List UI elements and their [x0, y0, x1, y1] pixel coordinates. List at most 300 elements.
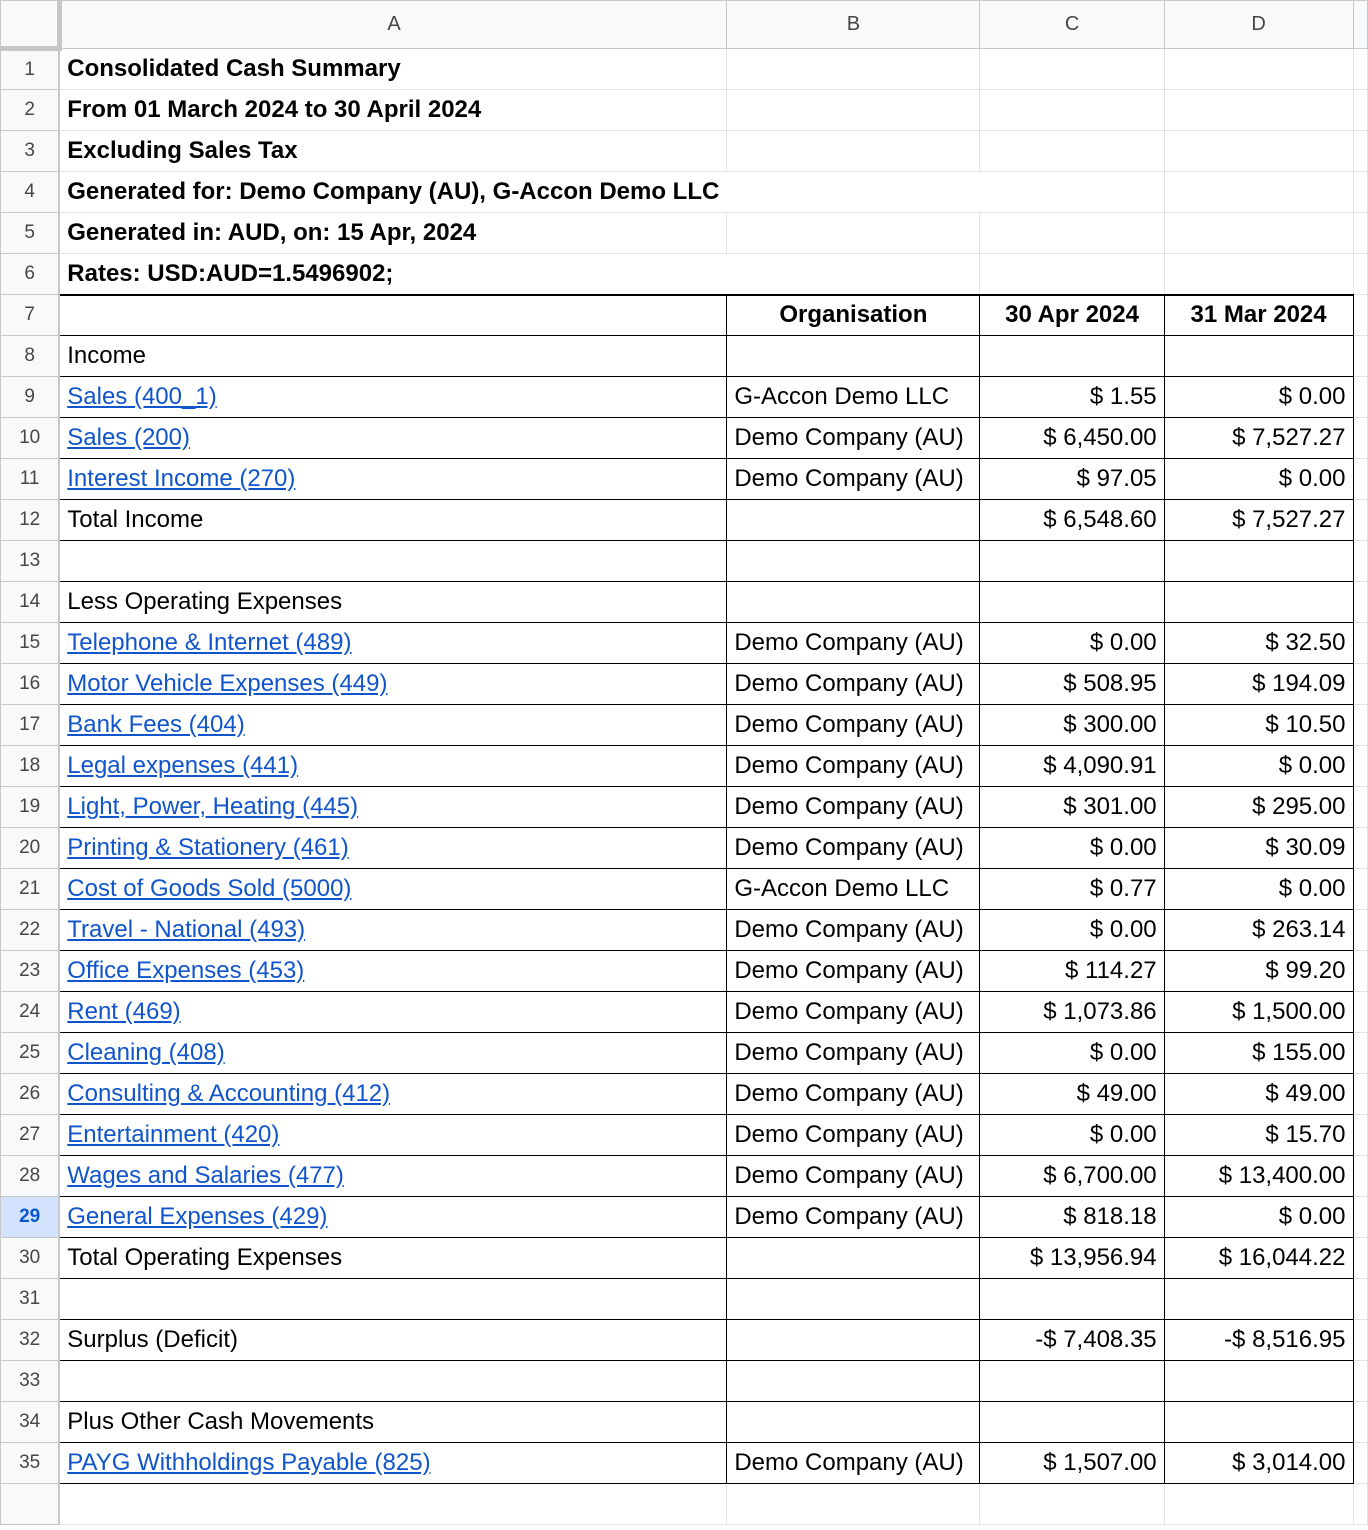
- cell-a[interactable]: [59, 1361, 727, 1402]
- cell-b-text: Demo Company (AU): [734, 957, 964, 984]
- cell-a-text[interactable]: PAYG Withholdings Payable (825): [67, 1449, 431, 1476]
- row-header[interactable]: 28: [1, 1156, 60, 1197]
- cell-a-text[interactable]: Cost of Goods Sold (5000): [67, 875, 352, 902]
- cell-c[interactable]: [980, 254, 1164, 295]
- cell-b[interactable]: [727, 1484, 980, 1525]
- cell-a[interactable]: [59, 336, 727, 377]
- cell-a-text[interactable]: Legal expenses (441): [67, 752, 299, 779]
- sheet-row: [1, 1115, 1368, 1156]
- select-all-corner[interactable]: [1, 1, 60, 49]
- sheet-row: [1, 869, 1368, 910]
- cell-e[interactable]: [1353, 1074, 1368, 1115]
- sheet-row: [1, 541, 1368, 582]
- row-header[interactable]: 1: [1, 49, 60, 90]
- cell-c[interactable]: [980, 336, 1164, 377]
- cell-b[interactable]: [727, 910, 980, 951]
- cell-a[interactable]: [59, 664, 727, 705]
- cell-a-text[interactable]: Cleaning (408): [67, 1039, 225, 1066]
- cell-b[interactable]: [727, 418, 980, 459]
- cell-d[interactable]: [1164, 1484, 1353, 1525]
- cell-b-text: Demo Company (AU): [734, 670, 964, 697]
- cell-c[interactable]: [980, 1320, 1164, 1361]
- cell-b[interactable]: [727, 1320, 980, 1361]
- sheet-row: [1, 623, 1368, 664]
- cell-e[interactable]: [1353, 623, 1368, 664]
- cell-d[interactable]: [1164, 295, 1353, 336]
- cell-c[interactable]: [980, 1279, 1164, 1320]
- column-header-e[interactable]: [1353, 1, 1368, 49]
- sheet-row: [1, 582, 1368, 623]
- cell-a[interactable]: [59, 131, 727, 172]
- sheet-row: [1, 459, 1368, 500]
- cell-d[interactable]: [1164, 49, 1353, 90]
- cell-e[interactable]: [1353, 705, 1368, 746]
- cell-d[interactable]: [1164, 623, 1353, 664]
- cell-b[interactable]: [727, 131, 980, 172]
- cell-a-text[interactable]: Motor Vehicle Expenses (449): [67, 670, 388, 697]
- cell-e[interactable]: [1353, 49, 1368, 90]
- cell-e[interactable]: [1353, 131, 1368, 172]
- cell-a[interactable]: [59, 1156, 727, 1197]
- cell-a[interactable]: [59, 541, 727, 582]
- cell-b[interactable]: [727, 459, 980, 500]
- row-header[interactable]: 33: [1, 1361, 60, 1402]
- cell-c-text: $ 6,700.00: [1043, 1162, 1157, 1189]
- cell-c[interactable]: [980, 172, 1164, 213]
- sheet-row: [1, 1238, 1368, 1279]
- cell-d[interactable]: [1164, 131, 1353, 172]
- cell-e[interactable]: [1353, 992, 1368, 1033]
- cell-b-text: G-Accon Demo LLC: [734, 383, 950, 410]
- cell-e[interactable]: [1353, 951, 1368, 992]
- sheet-row: [1, 1033, 1368, 1074]
- cell-a-text[interactable]: Entertainment (420): [67, 1121, 280, 1148]
- cell-c-text: $ 13,956.94: [1029, 1244, 1157, 1271]
- cell-c[interactable]: [980, 582, 1164, 623]
- cell-a-text[interactable]: Consulting & Accounting (412): [67, 1080, 391, 1107]
- cell-a-text: Less Operating Expenses: [67, 588, 343, 615]
- cell-d[interactable]: [1164, 787, 1353, 828]
- cell-d-text: $ 0.00: [1278, 752, 1346, 779]
- cell-c[interactable]: [980, 377, 1164, 418]
- cell-b[interactable]: [727, 1279, 980, 1320]
- sheet-row: [1, 1074, 1368, 1115]
- cell-b[interactable]: [727, 1074, 980, 1115]
- cell-b[interactable]: [727, 623, 980, 664]
- cell-b[interactable]: [727, 1156, 980, 1197]
- cell-c-text: $ 1,073.86: [1043, 998, 1157, 1025]
- cell-b[interactable]: [727, 1238, 980, 1279]
- cell-d-text: $ 194.09: [1252, 670, 1346, 697]
- cell-e[interactable]: [1353, 1320, 1368, 1361]
- cell-e[interactable]: [1353, 910, 1368, 951]
- cell-c[interactable]: [980, 1156, 1164, 1197]
- row-header[interactable]: 13: [1, 541, 60, 582]
- cell-d-text: $ 32.50: [1265, 629, 1346, 656]
- cell-d[interactable]: [1164, 1402, 1353, 1443]
- cell-a[interactable]: [59, 49, 727, 90]
- cell-a-text: Generated in: AUD, on: 15 Apr, 2024: [67, 219, 477, 246]
- cell-d[interactable]: [1164, 172, 1353, 213]
- cell-c-text: $ 0.00: [1089, 629, 1157, 656]
- cell-d[interactable]: [1164, 910, 1353, 951]
- cell-d[interactable]: [1164, 1361, 1353, 1402]
- cell-e[interactable]: [1353, 1484, 1368, 1525]
- cell-b[interactable]: [727, 951, 980, 992]
- sheet-row: [1, 828, 1368, 869]
- cell-c[interactable]: [980, 1402, 1164, 1443]
- row-header[interactable]: 8: [1, 336, 60, 377]
- cell-c-text: $ 1,507.00: [1043, 1449, 1157, 1476]
- cell-c[interactable]: [980, 746, 1164, 787]
- row-header[interactable]: 29: [1, 1197, 60, 1238]
- cell-a[interactable]: [59, 1402, 727, 1443]
- column-header-c[interactable]: C: [980, 1, 1164, 49]
- cell-c[interactable]: [980, 828, 1164, 869]
- cell-b-text: Demo Company (AU): [734, 1121, 964, 1148]
- row-header[interactable]: 16: [1, 664, 60, 705]
- cell-b-text: G-Accon Demo LLC: [734, 875, 950, 902]
- cell-c[interactable]: [980, 459, 1164, 500]
- cell-a-text[interactable]: Rent (469): [67, 998, 181, 1025]
- cell-b[interactable]: [727, 1033, 980, 1074]
- row-header[interactable]: 5: [1, 213, 60, 254]
- cell-d[interactable]: [1164, 1279, 1353, 1320]
- cell-e[interactable]: [1353, 1402, 1368, 1443]
- sheet-row: [1, 172, 1368, 213]
- cell-a-text[interactable]: Bank Fees (404): [67, 711, 245, 738]
- cell-c[interactable]: [980, 1361, 1164, 1402]
- cell-b[interactable]: [727, 992, 980, 1033]
- cell-c-text: $ 97.05: [1076, 465, 1157, 492]
- cell-d[interactable]: [1164, 705, 1353, 746]
- cell-e[interactable]: [1353, 213, 1368, 254]
- column-header-d[interactable]: D: [1164, 1, 1353, 49]
- row-header[interactable]: 12: [1, 500, 60, 541]
- cell-d[interactable]: [1164, 582, 1353, 623]
- sheet-row: [1, 992, 1368, 1033]
- cell-e[interactable]: [1353, 869, 1368, 910]
- cell-e[interactable]: [1353, 336, 1368, 377]
- cell-b[interactable]: [727, 1361, 980, 1402]
- cell-a[interactable]: [59, 418, 727, 459]
- cell-b[interactable]: [727, 213, 980, 254]
- cell-d[interactable]: [1164, 459, 1353, 500]
- cell-a[interactable]: [59, 582, 727, 623]
- cell-b[interactable]: [727, 541, 980, 582]
- cell-c[interactable]: [980, 1197, 1164, 1238]
- cell-c[interactable]: [980, 869, 1164, 910]
- cell-d[interactable]: [1164, 336, 1353, 377]
- cell-c-text: $ 0.00: [1089, 834, 1157, 861]
- cell-c[interactable]: [980, 910, 1164, 951]
- cell-a-text[interactable]: Telephone & Internet (489): [67, 629, 352, 656]
- cell-b[interactable]: [727, 295, 980, 336]
- row-header[interactable]: 4: [1, 172, 60, 213]
- cell-b[interactable]: [727, 664, 980, 705]
- cell-e[interactable]: [1353, 1033, 1368, 1074]
- cell-c[interactable]: [980, 951, 1164, 992]
- sheet-row: [1, 213, 1368, 254]
- cell-a[interactable]: [59, 1443, 727, 1484]
- cell-d-text: $ 99.20: [1265, 957, 1346, 984]
- cell-b[interactable]: [727, 172, 980, 213]
- cell-d[interactable]: [1164, 746, 1353, 787]
- cell-c[interactable]: [980, 623, 1164, 664]
- cell-c[interactable]: [980, 90, 1164, 131]
- cell-e[interactable]: [1353, 828, 1368, 869]
- cell-e[interactable]: [1353, 582, 1368, 623]
- cell-d[interactable]: [1164, 90, 1353, 131]
- cell-e[interactable]: [1353, 1197, 1368, 1238]
- cell-b[interactable]: [727, 582, 980, 623]
- cell-c[interactable]: [980, 418, 1164, 459]
- cell-a[interactable]: [59, 1197, 727, 1238]
- cell-a[interactable]: [59, 623, 727, 664]
- row-header[interactable]: 32: [1, 1320, 60, 1361]
- cell-e[interactable]: [1353, 418, 1368, 459]
- cell-a[interactable]: [59, 1115, 727, 1156]
- cell-e[interactable]: [1353, 295, 1368, 336]
- column-header-b[interactable]: B: [727, 1, 980, 49]
- cell-a-text[interactable]: Travel - National (493): [67, 916, 306, 943]
- cell-d-text: $ 0.00: [1278, 383, 1346, 410]
- row-header[interactable]: 9: [1, 377, 60, 418]
- cell-d[interactable]: [1164, 254, 1353, 295]
- cell-b[interactable]: [727, 90, 980, 131]
- row-header[interactable]: 35: [1, 1443, 60, 1484]
- sheet-row: [1, 49, 1368, 90]
- row-header[interactable]: 21: [1, 869, 60, 910]
- cell-a[interactable]: [59, 1074, 727, 1115]
- cell-d[interactable]: [1164, 377, 1353, 418]
- cell-a[interactable]: [59, 213, 727, 254]
- cell-e[interactable]: [1353, 746, 1368, 787]
- cell-b[interactable]: [727, 377, 980, 418]
- row-header[interactable]: 31: [1, 1279, 60, 1320]
- cell-a[interactable]: [59, 500, 727, 541]
- row-header[interactable]: 24: [1, 992, 60, 1033]
- cell-c[interactable]: [980, 1443, 1164, 1484]
- cell-e[interactable]: [1353, 1115, 1368, 1156]
- cell-c[interactable]: [980, 1074, 1164, 1115]
- cell-d[interactable]: [1164, 1238, 1353, 1279]
- cell-c-text: $ 49.00: [1076, 1080, 1157, 1107]
- cell-a-text[interactable]: Light, Power, Heating (445): [67, 793, 359, 820]
- row-header[interactable]: 23: [1, 951, 60, 992]
- cell-c[interactable]: [980, 1033, 1164, 1074]
- row-header[interactable]: [1, 1484, 60, 1525]
- cell-a[interactable]: [59, 1484, 727, 1525]
- row-header[interactable]: 22: [1, 910, 60, 951]
- cell-c[interactable]: [980, 500, 1164, 541]
- row-header[interactable]: 19: [1, 787, 60, 828]
- cell-a-text[interactable]: General Expenses (429): [67, 1203, 328, 1230]
- cell-a-text[interactable]: Printing & Stationery (461): [67, 834, 349, 861]
- cell-e[interactable]: [1353, 172, 1368, 213]
- cell-e[interactable]: [1353, 1279, 1368, 1320]
- cell-b[interactable]: [727, 500, 980, 541]
- cell-a[interactable]: [59, 787, 727, 828]
- cell-c-text: $ 6,548.60: [1043, 506, 1157, 533]
- row-header[interactable]: 20: [1, 828, 60, 869]
- cell-e[interactable]: [1353, 1156, 1368, 1197]
- cell-e[interactable]: [1353, 377, 1368, 418]
- cell-a-text: Rates: USD:AUD=1.5496902;: [67, 259, 394, 287]
- cell-d-text: $ 30.09: [1265, 834, 1346, 861]
- cell-a-text: Generated for: Demo Company (AU), G-Accon Demo LLC: [67, 178, 720, 205]
- cell-d[interactable]: [1164, 1033, 1353, 1074]
- cell-d[interactable]: [1164, 418, 1353, 459]
- row-header[interactable]: 11: [1, 459, 60, 500]
- sheet-body: [1, 49, 1368, 1525]
- sheet-row: [1, 705, 1368, 746]
- cell-e[interactable]: [1353, 664, 1368, 705]
- cell-b-text: Organisation: [779, 301, 928, 329]
- cell-a-text: Income: [67, 342, 146, 369]
- cell-c[interactable]: [980, 1484, 1164, 1525]
- cell-b[interactable]: [727, 1402, 980, 1443]
- cell-d[interactable]: [1164, 1443, 1353, 1484]
- cell-a-text[interactable]: Sales (200): [67, 424, 190, 451]
- cell-a-text[interactable]: Interest Income (270): [67, 465, 296, 492]
- cell-a[interactable]: [59, 1238, 727, 1279]
- cell-a-text: From 01 March 2024 to 30 April 2024: [67, 96, 482, 123]
- sheet-row: [1, 1156, 1368, 1197]
- cell-b[interactable]: [727, 746, 980, 787]
- cell-a[interactable]: [59, 90, 727, 131]
- cell-b[interactable]: [727, 1197, 980, 1238]
- cell-a[interactable]: [59, 951, 727, 992]
- cell-d[interactable]: [1164, 213, 1353, 254]
- row-header[interactable]: 27: [1, 1115, 60, 1156]
- row-header[interactable]: 18: [1, 746, 60, 787]
- cell-c[interactable]: [980, 131, 1164, 172]
- cell-a[interactable]: [59, 746, 727, 787]
- row-header[interactable]: 26: [1, 1074, 60, 1115]
- cell-b[interactable]: [727, 787, 980, 828]
- cell-a[interactable]: [59, 459, 727, 500]
- cell-d[interactable]: [1164, 1156, 1353, 1197]
- cell-e[interactable]: [1353, 254, 1368, 295]
- cell-a[interactable]: [59, 992, 727, 1033]
- cell-b[interactable]: [727, 828, 980, 869]
- cell-d[interactable]: [1164, 1074, 1353, 1115]
- sheet-row: [1, 1402, 1368, 1443]
- cell-c[interactable]: [980, 787, 1164, 828]
- cell-d[interactable]: [1164, 992, 1353, 1033]
- row-header[interactable]: 6: [1, 254, 60, 295]
- cell-c[interactable]: [980, 1238, 1164, 1279]
- cell-c[interactable]: [980, 49, 1164, 90]
- cell-e[interactable]: [1353, 459, 1368, 500]
- cell-a[interactable]: [59, 377, 727, 418]
- row-header[interactable]: 25: [1, 1033, 60, 1074]
- column-header-a[interactable]: A: [59, 1, 727, 49]
- cell-c[interactable]: [980, 1115, 1164, 1156]
- cell-b-text: Demo Company (AU): [734, 998, 964, 1025]
- cell-a-text[interactable]: Wages and Salaries (477): [67, 1162, 344, 1189]
- sheet-row: [1, 336, 1368, 377]
- cell-b-text: Demo Company (AU): [734, 1162, 964, 1189]
- cell-c-text: $ 0.00: [1089, 1039, 1157, 1066]
- cell-b[interactable]: [727, 49, 980, 90]
- cell-b[interactable]: [727, 336, 980, 377]
- cell-c[interactable]: [980, 541, 1164, 582]
- cell-b[interactable]: [727, 869, 980, 910]
- sheet-row: [1, 131, 1368, 172]
- cell-a[interactable]: [59, 295, 727, 336]
- cell-d[interactable]: [1164, 1320, 1353, 1361]
- cell-a-text: Surplus (Deficit): [67, 1326, 238, 1353]
- sheet-row: [1, 1443, 1368, 1484]
- row-header[interactable]: 30: [1, 1238, 60, 1279]
- cell-d[interactable]: [1164, 869, 1353, 910]
- cell-b[interactable]: [727, 1115, 980, 1156]
- cell-c[interactable]: [980, 664, 1164, 705]
- cell-c[interactable]: [980, 213, 1164, 254]
- cell-d[interactable]: [1164, 828, 1353, 869]
- cell-a[interactable]: [59, 828, 727, 869]
- cell-e[interactable]: [1353, 1361, 1368, 1402]
- cell-b[interactable]: [727, 254, 980, 295]
- cell-c-text: $ 0.00: [1089, 916, 1157, 943]
- cell-d[interactable]: [1164, 664, 1353, 705]
- cell-d[interactable]: [1164, 951, 1353, 992]
- cell-b-text: Demo Company (AU): [734, 1039, 964, 1066]
- sheet-row: [1, 910, 1368, 951]
- cell-c[interactable]: [980, 992, 1164, 1033]
- cell-d[interactable]: [1164, 1115, 1353, 1156]
- cell-e[interactable]: [1353, 90, 1368, 131]
- cell-a[interactable]: [59, 705, 727, 746]
- cell-c[interactable]: [980, 295, 1164, 336]
- cell-b[interactable]: [727, 705, 980, 746]
- cell-a[interactable]: [59, 869, 727, 910]
- cell-d-text: $ 1,500.00: [1232, 998, 1346, 1025]
- row-header[interactable]: 10: [1, 418, 60, 459]
- cell-a[interactable]: [59, 1033, 727, 1074]
- row-header[interactable]: 3: [1, 131, 60, 172]
- cell-e[interactable]: [1353, 500, 1368, 541]
- cell-a[interactable]: [59, 172, 727, 213]
- cell-a-text[interactable]: Office Expenses (453): [67, 957, 305, 984]
- cell-a[interactable]: [59, 1320, 727, 1361]
- cell-a-text: Excluding Sales Tax: [67, 137, 298, 164]
- cell-c-text: $ 818.18: [1063, 1203, 1157, 1230]
- row-header[interactable]: 2: [1, 90, 60, 131]
- cell-b[interactable]: [727, 1443, 980, 1484]
- cell-e[interactable]: [1353, 1238, 1368, 1279]
- row-header[interactable]: 17: [1, 705, 60, 746]
- row-header[interactable]: 7: [1, 295, 60, 336]
- cell-a[interactable]: [59, 254, 727, 295]
- row-header[interactable]: 14: [1, 582, 60, 623]
- cell-a[interactable]: [59, 910, 727, 951]
- cell-c[interactable]: [980, 705, 1164, 746]
- cell-d[interactable]: [1164, 1197, 1353, 1238]
- row-header[interactable]: 34: [1, 1402, 60, 1443]
- cell-d[interactable]: [1164, 500, 1353, 541]
- cell-a-text[interactable]: Sales (400_1): [67, 383, 217, 410]
- row-header[interactable]: 15: [1, 623, 60, 664]
- cell-e[interactable]: [1353, 541, 1368, 582]
- cell-e[interactable]: [1353, 1443, 1368, 1484]
- cell-b-text: Demo Company (AU): [734, 629, 964, 656]
- cell-d[interactable]: [1164, 541, 1353, 582]
- cell-e[interactable]: [1353, 787, 1368, 828]
- cell-a[interactable]: [59, 1279, 727, 1320]
